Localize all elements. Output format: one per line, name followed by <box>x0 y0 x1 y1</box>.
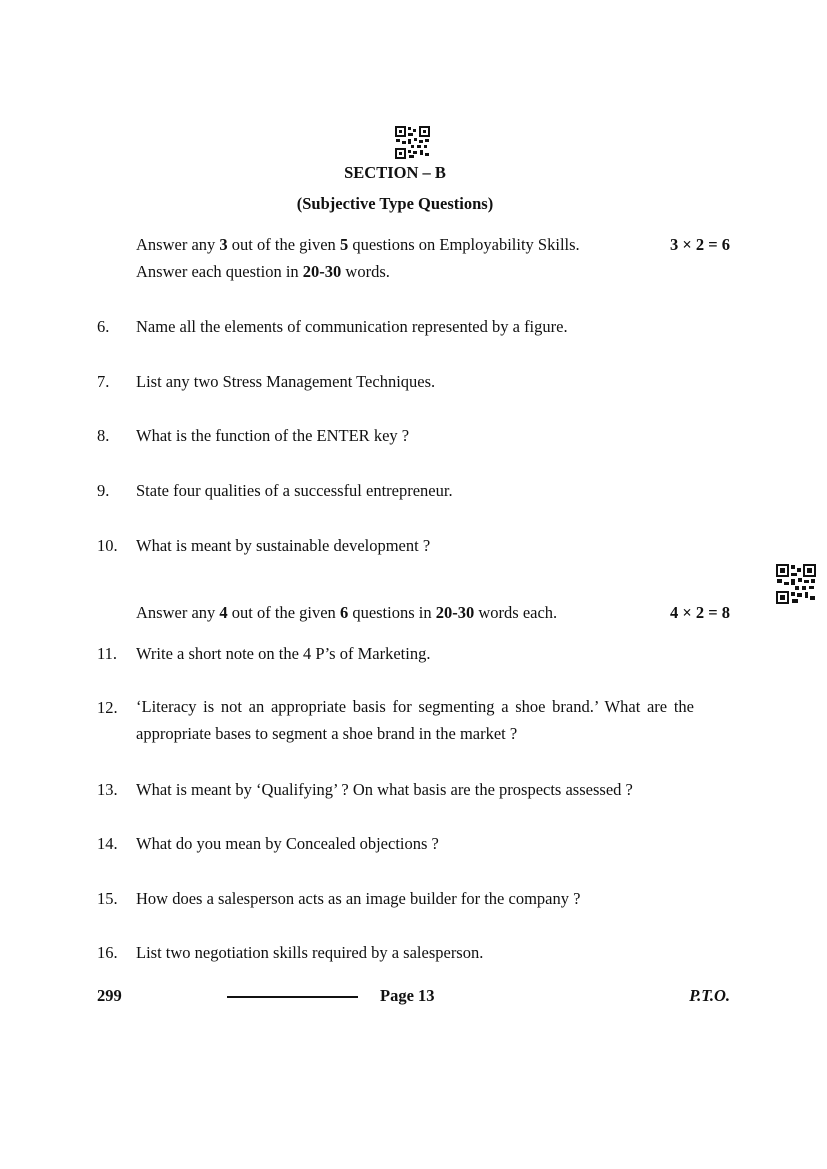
question-number: 15. <box>97 889 118 908</box>
question-number: 11. <box>97 644 118 663</box>
instruction-part-a-line2: Answer each question in 20-30 words. <box>136 262 390 281</box>
page-number: Page 13 <box>380 986 435 1005</box>
question-number: 14. <box>97 834 118 853</box>
footer-divider <box>227 996 358 998</box>
question-number: 16. <box>97 943 118 962</box>
question-number: 12. <box>97 698 118 717</box>
qr-code-icon <box>395 126 430 159</box>
section-title: SECTION – B <box>344 163 446 182</box>
section-subtitle: (Subjective Type Questions) <box>296 194 494 213</box>
question-text: What is the function of the ENTER key ? <box>136 426 410 445</box>
question-text: List two negotiation skills required by a salesperson. <box>136 943 484 962</box>
question-number: 6. <box>97 317 110 336</box>
question-text: Write a short note on the 4 P’s of Marketing. <box>136 644 431 663</box>
question-text: State four qualities of a successful entrepreneur. <box>136 481 453 500</box>
marks-part-a: 3 × 2 = 6 <box>669 235 730 254</box>
marks-part-b: 4 × 2 = 8 <box>669 603 730 622</box>
question-text: What is meant by ‘Qualifying’ ? On what basis are the prospects assessed ? <box>136 780 633 799</box>
question-text: What do you mean by Concealed objections ? <box>136 834 439 853</box>
question-number: 10. <box>97 536 118 555</box>
question-text: Name all the elements of communication represented by a figure. <box>136 317 568 336</box>
question-text: ‘Literacy is not an appropriate basis for segmenting a shoe brand.’ What are the appropriate bases to segment a shoe brand in the market ? <box>136 697 694 743</box>
question-number: 7. <box>97 372 110 391</box>
question-number: 13. <box>97 780 118 799</box>
pto-label: P.T.O. <box>689 986 730 1005</box>
question-text: What is meant by sustainable development ? <box>136 536 431 555</box>
question-text: How does a salesperson acts as an image builder for the company ? <box>136 889 581 908</box>
question-number: 9. <box>97 481 110 500</box>
instruction-part-a-line1: Answer any 3 out of the given 5 questions on Employability Skills. <box>136 235 580 254</box>
qr-code-icon <box>776 564 816 604</box>
question-number: 8. <box>97 426 110 445</box>
instruction-part-b: Answer any 4 out of the given 6 questions in 20-30 words each. <box>136 603 558 622</box>
question-text: List any two Stress Management Techniques. <box>136 372 436 391</box>
paper-code: 299 <box>97 986 122 1005</box>
